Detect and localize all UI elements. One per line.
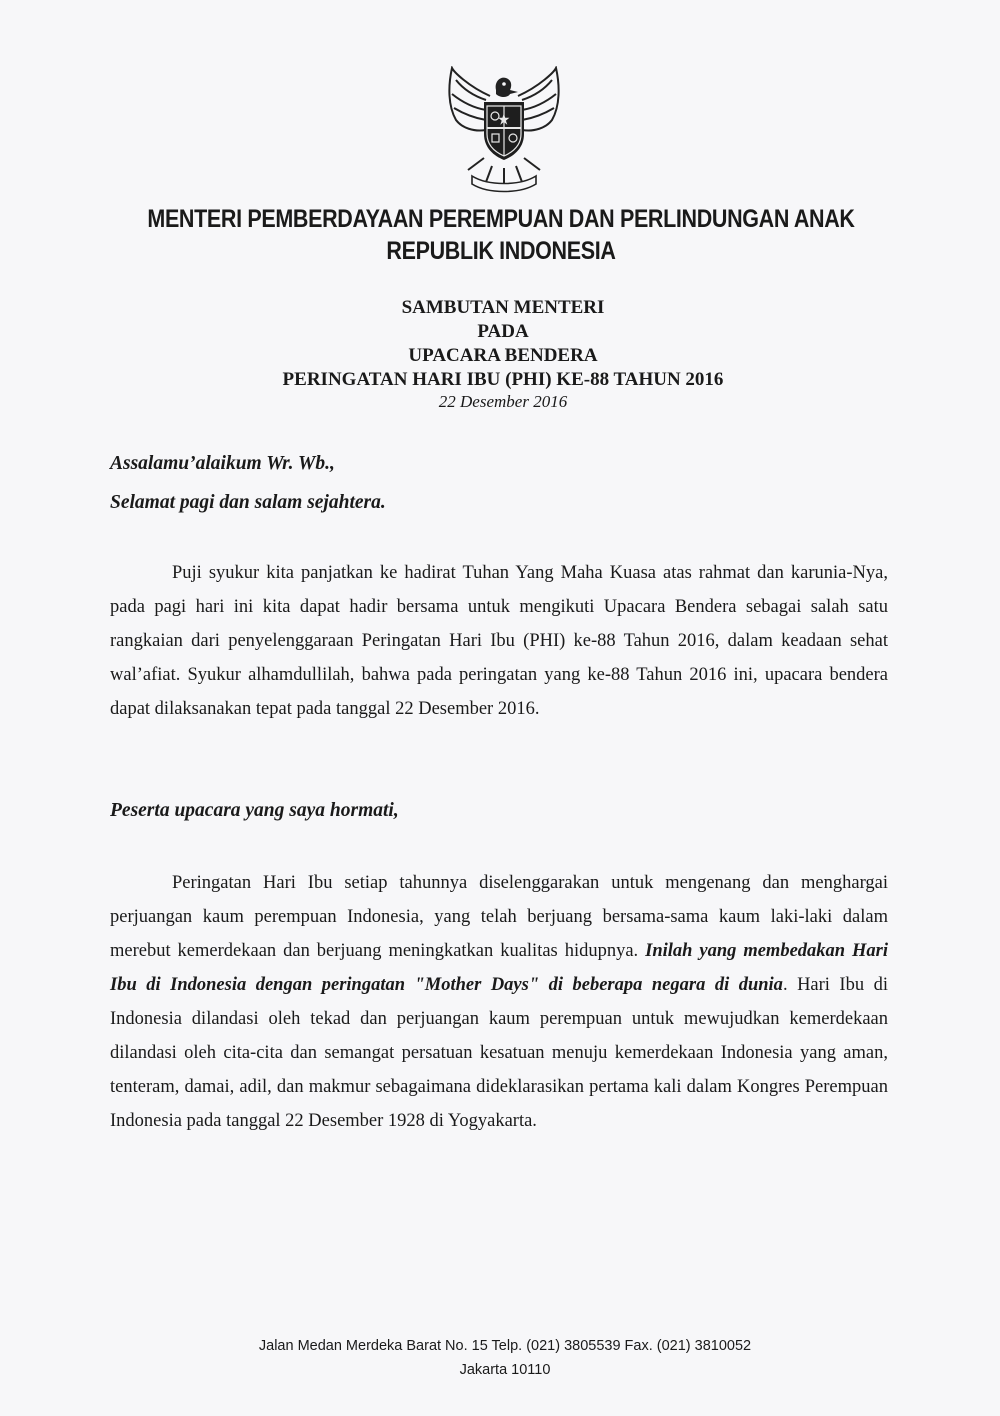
footer-city: Jakarta 10110 bbox=[459, 1362, 551, 1378]
greeting-pagi: Selamat pagi dan salam sejahtera. bbox=[110, 492, 386, 513]
speech-title-line: PERINGATAN HARI IBU (PHI) KE-88 TAHUN 2016 bbox=[282, 369, 724, 390]
speech-title-line: UPACARA BENDERA bbox=[408, 345, 598, 366]
paragraph-2-emphasis: Inilah yang membedakan Hari Ibu di Indonesia dengan peringatan "Mother Days" di beberapa negara di dunia bbox=[110, 941, 888, 995]
paragraph-2-text: Peringatan Hari Ibu setiap tahunnya diselenggarakan untuk mengenang dan menghargai perjuangan kaum perempuan Indonesia, yang telah berjuang bersama-sama kaum laki-laki dalam merebut kemerdekaan dan berjuang meningkatkan kualitas hidupnya. bbox=[110, 873, 888, 961]
garuda-emblem-icon bbox=[438, 66, 570, 194]
speech-title-line: SAMBUTAN MENTERI bbox=[401, 297, 605, 318]
ministry-country: REPUBLIK INDONESIA bbox=[386, 237, 616, 265]
audience-address: Peserta upacara yang saya hormati, bbox=[110, 800, 399, 821]
paragraph-2 bbox=[110, 866, 888, 1138]
paragraph-1: Puji syukur kita panjatkan ke hadirat Tuhan Yang Maha Kuasa atas rahmat dan karunia-Nya, pada pagi hari ini kita dapat hadir bersama untuk mengikuti Upacara Bendera sebagai salah satu rangkaian dari penyelenggaraan Peringatan Hari Ibu (PHI) ke-88 Tahun 2016, dalam keadaan sehat wal’afiat. Syukur alhamdullilah, bahwa pada peringatan yang ke-88 Tahun 2016 ini, upacara bendera dapat dilaksanakan tepat pada tanggal 22 Desember 2016. bbox=[110, 563, 888, 719]
paragraph-2-text: . Hari Ibu di Indonesia dilandasi oleh tekad dan perjuangan kaum perempuan untuk mewujudkan kemerdekaan dilandasi oleh cita-cita dan semangat persatuan kesatuan menuju kemerdekaan Indonesia yang aman, tenteram, damai, adil, dan makmur sebagaimana dideklarasikan pertama kali dalam Kongres Perempuan Indonesia pada tanggal 22 Desember 1928 di Yogyakarta. bbox=[110, 975, 888, 1131]
footer-address: Jalan Medan Merdeka Barat No. 15 Telp. (021) 3805539 Fax. (021) 3810052 bbox=[258, 1338, 752, 1354]
speech-date: 22 Desember 2016 bbox=[438, 392, 568, 411]
speech-title-line: PADA bbox=[477, 321, 529, 342]
speech-title-block bbox=[0, 296, 1000, 412]
greeting-salam: Assalamu’alaikum Wr. Wb., bbox=[110, 453, 335, 474]
ministry-title: MENTERI PEMBERDAYAAN PEREMPUAN DAN PERLINDUNGAN ANAK bbox=[147, 205, 855, 233]
